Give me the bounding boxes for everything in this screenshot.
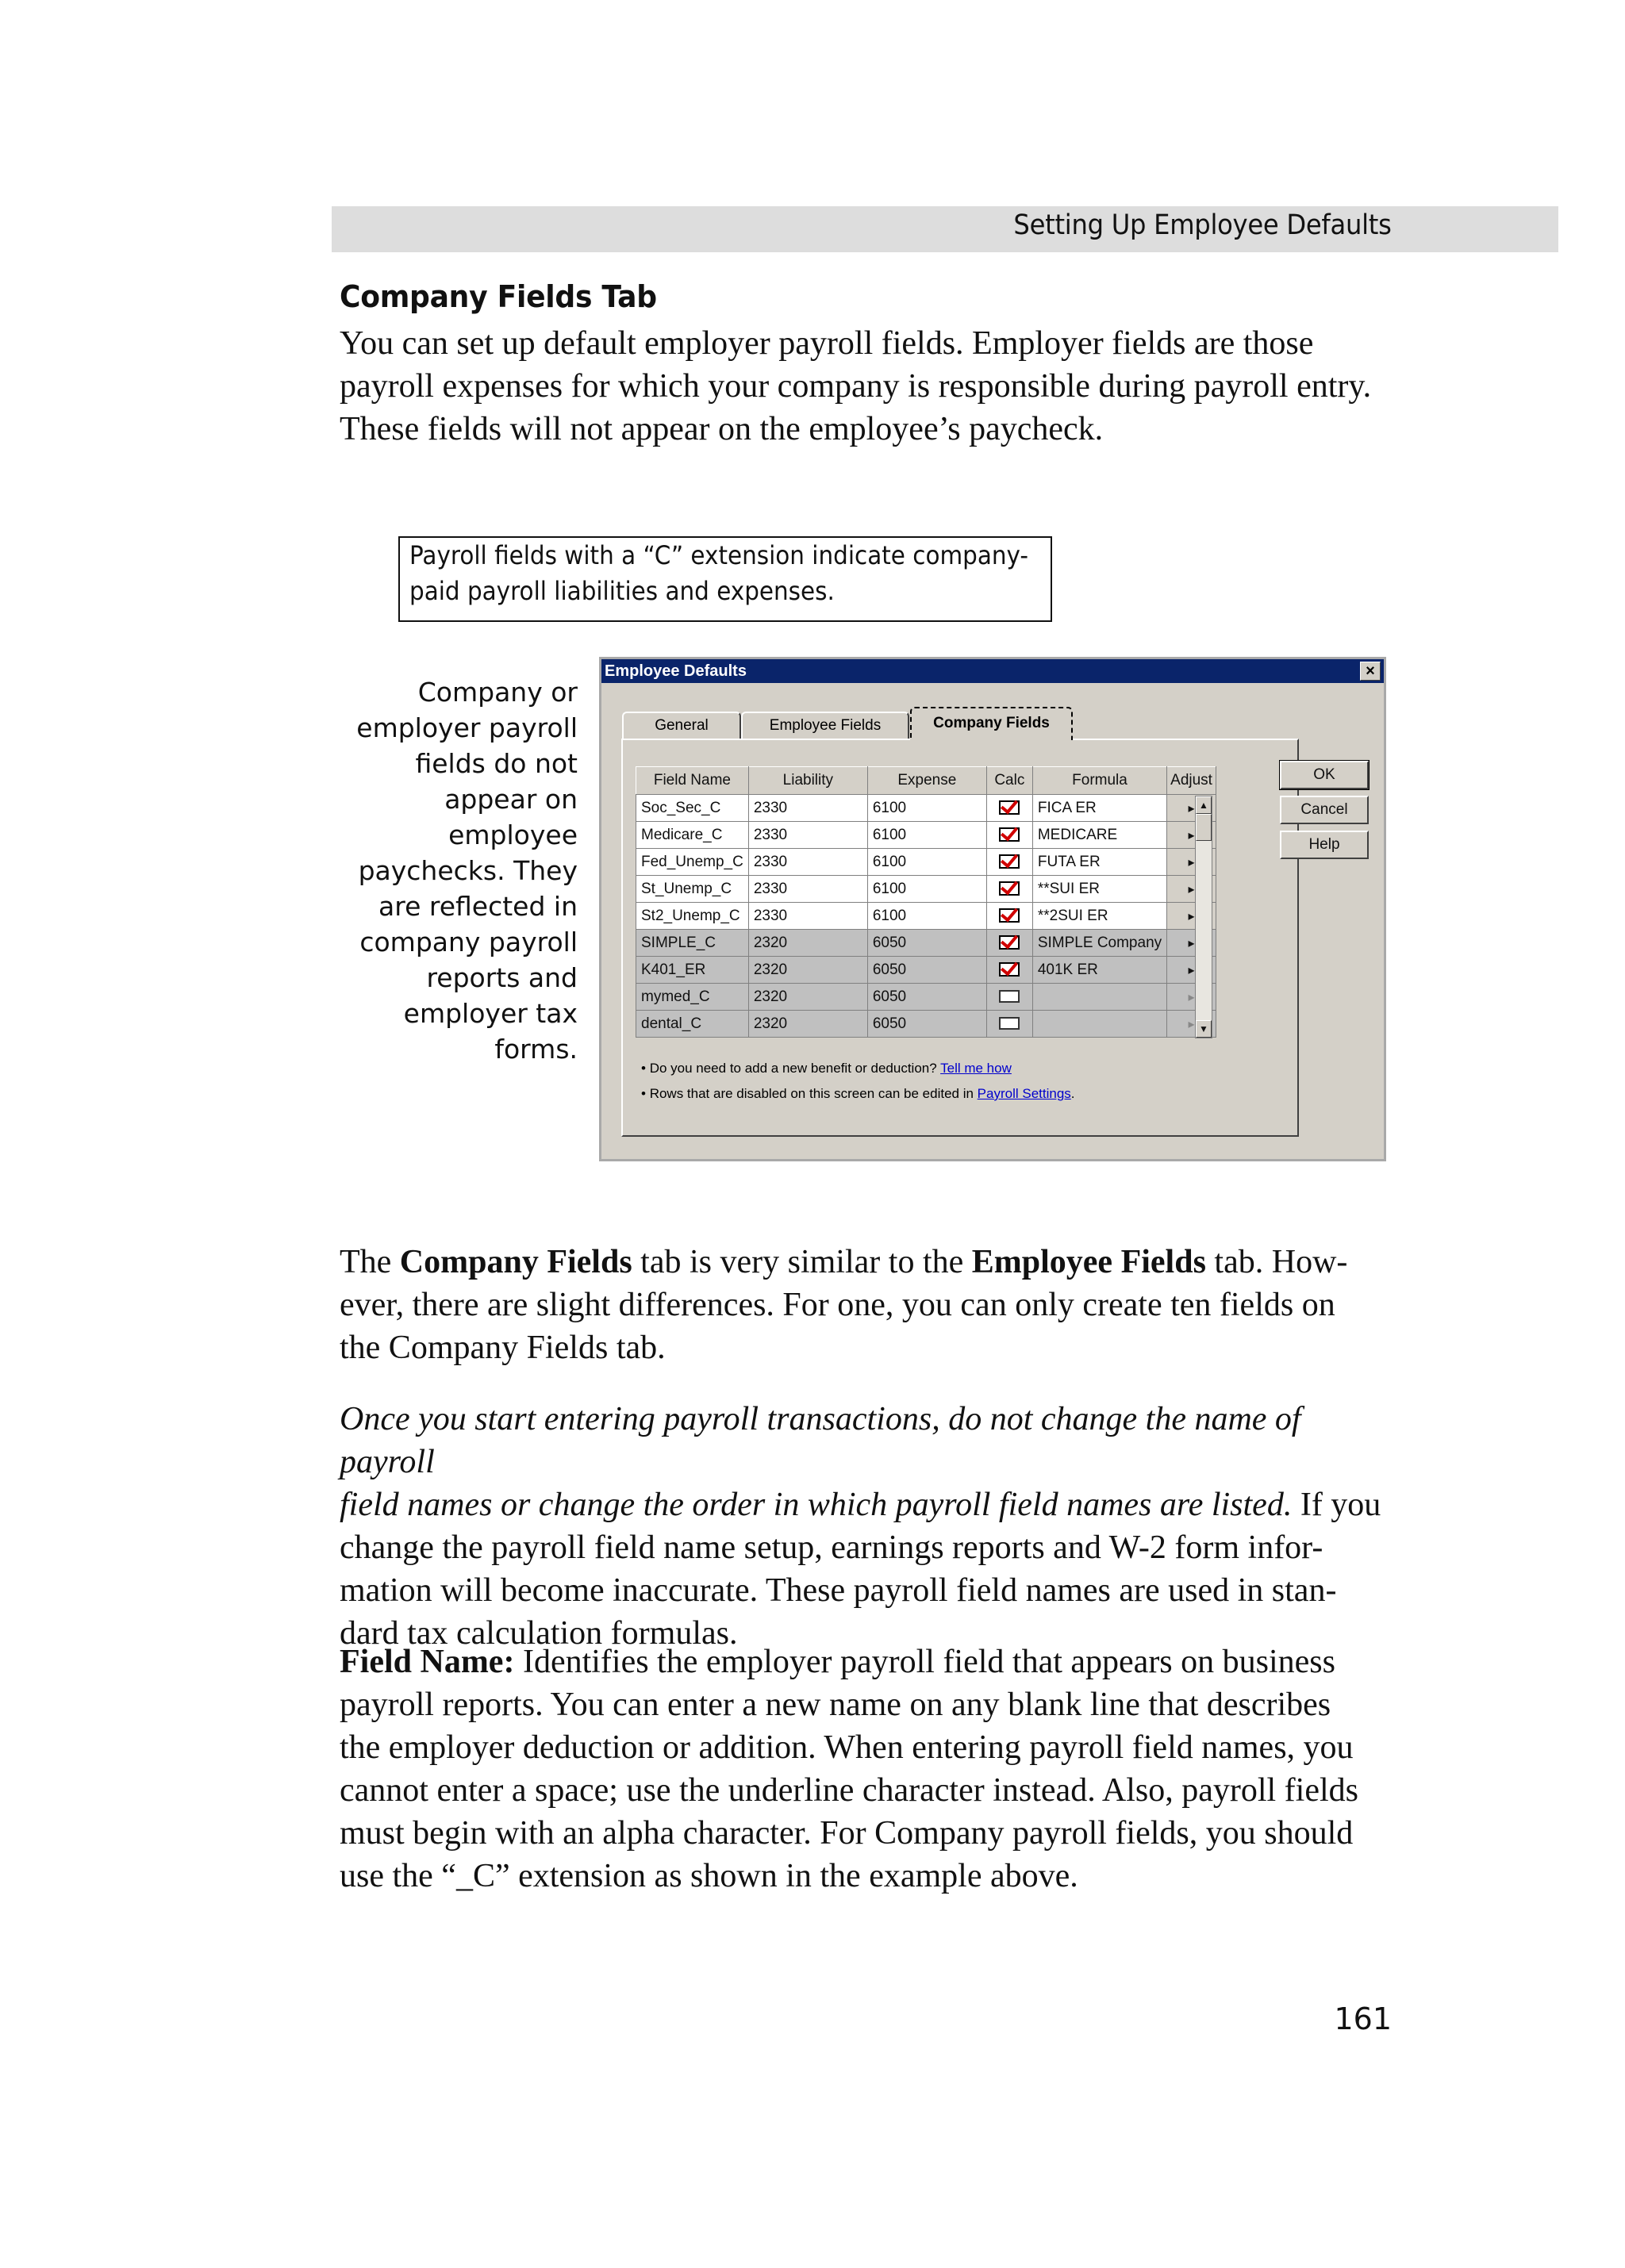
table-row[interactable] bbox=[636, 849, 1216, 876]
tip-text: Rows that are disabled on this screen can be edited in bbox=[649, 1086, 974, 1101]
cell-calc[interactable] bbox=[986, 1011, 1032, 1038]
paragraph-line bbox=[340, 1398, 1395, 1483]
cell-formula[interactable]: 401K ER bbox=[1032, 957, 1166, 984]
scroll-up-icon[interactable]: ▲ bbox=[1196, 796, 1212, 814]
adjust-arrow-icon[interactable]: ▸ bbox=[1167, 822, 1216, 849]
side-note-line: employer tax bbox=[403, 998, 578, 1029]
cell-calc[interactable] bbox=[986, 930, 1032, 957]
cell-field-name[interactable]: St2_Unemp_C bbox=[636, 903, 749, 930]
field-name-paragraph bbox=[340, 1641, 1395, 1898]
checked-checkbox-icon[interactable] bbox=[999, 881, 1020, 896]
cell-formula[interactable]: FICA ER bbox=[1032, 795, 1166, 822]
cell-expense[interactable]: 6050 bbox=[867, 930, 986, 957]
paragraph-line: payroll reports. You can enter a new name on any blank line that describes bbox=[340, 1687, 1331, 1723]
cell-calc[interactable] bbox=[986, 795, 1032, 822]
cell-liability[interactable]: 2320 bbox=[748, 957, 867, 984]
term-company-fields: Company Fields bbox=[399, 1244, 632, 1280]
paragraph-line: the employer deduction or addition. When entering payroll field names, you bbox=[340, 1729, 1354, 1766]
adjust-arrow-icon[interactable]: ▸ bbox=[1167, 849, 1216, 876]
cell-field-name[interactable]: St_Unemp_C bbox=[636, 876, 749, 903]
side-note-line: reports and bbox=[426, 962, 578, 993]
column-header-adjust[interactable]: Adjust bbox=[1167, 767, 1216, 795]
grid-scrollbar[interactable] bbox=[1195, 796, 1212, 1038]
cell-expense[interactable]: 6050 bbox=[867, 984, 986, 1011]
scroll-down-icon[interactable]: ▼ bbox=[1196, 1020, 1212, 1038]
text-run: Identifies the employer payroll field that appears on business bbox=[514, 1644, 1335, 1680]
table-row[interactable] bbox=[636, 930, 1216, 957]
ok-button[interactable]: OK bbox=[1280, 761, 1369, 789]
paragraph-line bbox=[340, 1641, 1395, 1683]
side-note-line: fields do not bbox=[415, 748, 578, 779]
checked-checkbox-icon[interactable] bbox=[999, 827, 1020, 842]
field-name-label: Field Name: bbox=[340, 1644, 515, 1680]
paragraph-line: mation will become inaccurate. These payroll field names are used in stan- bbox=[340, 1572, 1337, 1609]
text-run: The bbox=[340, 1244, 400, 1280]
paragraph-line: ever, there are slight differences. For one, you can only create ten fields on bbox=[340, 1287, 1335, 1323]
side-note bbox=[332, 674, 578, 1067]
cell-liability[interactable]: 2330 bbox=[748, 795, 867, 822]
cell-expense[interactable]: 6100 bbox=[867, 876, 986, 903]
cell-expense[interactable]: 6050 bbox=[867, 1011, 986, 1038]
text-run: tab. How- bbox=[1205, 1244, 1348, 1280]
tell-me-how-link[interactable]: Tell me how bbox=[940, 1061, 1012, 1076]
cell-liability[interactable]: 2320 bbox=[748, 984, 867, 1011]
cell-formula[interactable]: SIMPLE Company bbox=[1032, 930, 1166, 957]
paragraph-line bbox=[340, 1241, 1395, 1284]
italic-warning: field names or change the order in which payroll field names are listed. bbox=[340, 1487, 1293, 1523]
callout-box bbox=[398, 536, 1052, 622]
warning-paragraph bbox=[340, 1398, 1395, 1655]
table-row[interactable] bbox=[636, 876, 1216, 903]
adjust-arrow-icon[interactable]: ▸ bbox=[1167, 876, 1216, 903]
tab-employee-fields[interactable]: Employee Fields bbox=[741, 712, 909, 739]
column-header-formula[interactable]: Formula bbox=[1032, 767, 1166, 795]
paragraph-line: cannot enter a space; use the underline character instead. Also, payroll fields bbox=[340, 1772, 1358, 1809]
cell-field-name[interactable]: SIMPLE_C bbox=[636, 930, 749, 957]
checked-checkbox-icon[interactable] bbox=[999, 854, 1020, 869]
unchecked-checkbox-icon[interactable] bbox=[999, 990, 1020, 1003]
cancel-button[interactable]: Cancel bbox=[1280, 796, 1369, 824]
intro-line: You can set up default employer payroll fields. Employer fields are those bbox=[340, 325, 1314, 362]
text-run: tab is very similar to the bbox=[632, 1244, 972, 1280]
intro-line: These fields will not appear on the employee’s paycheck. bbox=[340, 411, 1104, 447]
cell-expense[interactable]: 6100 bbox=[867, 795, 986, 822]
cell-field-name[interactable]: Medicare_C bbox=[636, 822, 749, 849]
checked-checkbox-icon[interactable] bbox=[999, 962, 1020, 977]
column-header-liability[interactable]: Liability bbox=[748, 767, 867, 795]
cell-expense[interactable]: 6100 bbox=[867, 903, 986, 930]
cell-formula[interactable]: FUTA ER bbox=[1032, 849, 1166, 876]
grid-header-row bbox=[636, 767, 1216, 795]
page-number: 161 bbox=[1334, 2001, 1392, 2036]
cell-field-name[interactable]: Soc_Sec_C bbox=[636, 795, 749, 822]
cell-field-name[interactable]: dental_C bbox=[636, 1011, 749, 1038]
cell-formula[interactable]: **2SUI ER bbox=[1032, 903, 1166, 930]
cell-formula[interactable]: **SUI ER bbox=[1032, 876, 1166, 903]
scroll-thumb[interactable] bbox=[1196, 814, 1212, 841]
side-note-line: forms. bbox=[494, 1034, 578, 1065]
company-fields-grid bbox=[636, 766, 1216, 1038]
intro-paragraph bbox=[340, 322, 1395, 451]
cell-field-name[interactable]: Fed_Unemp_C bbox=[636, 849, 749, 876]
checked-checkbox-icon[interactable] bbox=[999, 935, 1020, 950]
adjust-arrow-icon[interactable]: ▸ bbox=[1167, 984, 1216, 1011]
table-row[interactable] bbox=[636, 1011, 1216, 1038]
cell-expense[interactable]: 6100 bbox=[867, 849, 986, 876]
section-title: Company Fields Tab bbox=[340, 279, 657, 314]
cell-formula[interactable] bbox=[1032, 1011, 1166, 1038]
tab-company-fields[interactable]: Company Fields bbox=[910, 707, 1073, 740]
comparison-paragraph bbox=[340, 1241, 1395, 1369]
table-row[interactable] bbox=[636, 984, 1216, 1011]
side-note-line: employer payroll bbox=[356, 712, 578, 743]
adjust-arrow-icon[interactable]: ▸ bbox=[1167, 957, 1216, 984]
paragraph-line: the Company Fields tab. bbox=[340, 1330, 666, 1366]
checked-checkbox-icon[interactable] bbox=[999, 908, 1020, 923]
cell-calc[interactable] bbox=[986, 903, 1032, 930]
cell-calc[interactable] bbox=[986, 822, 1032, 849]
paragraph-line: change the payroll field name setup, earnings reports and W-2 form infor- bbox=[340, 1529, 1323, 1566]
adjust-arrow-icon[interactable]: ▸ bbox=[1167, 1011, 1216, 1038]
cell-formula[interactable] bbox=[1032, 984, 1166, 1011]
column-header-calc[interactable]: Calc bbox=[986, 767, 1032, 795]
cell-calc[interactable] bbox=[986, 957, 1032, 984]
adjust-arrow-icon[interactable]: ▸ bbox=[1167, 795, 1216, 822]
column-header-field-name[interactable]: Field Name bbox=[636, 767, 749, 795]
text-run: If you bbox=[1292, 1487, 1381, 1523]
cell-formula[interactable]: MEDICARE bbox=[1032, 822, 1166, 849]
cell-expense[interactable]: 6050 bbox=[867, 957, 986, 984]
side-note-line: appear on bbox=[444, 784, 578, 815]
tip-bullet: • Rows that are disabled on this screen can be edited in Payroll Settings. bbox=[641, 1086, 1075, 1101]
employee-defaults-dialog bbox=[599, 657, 1386, 1161]
callout-line: Payroll fields with a “C” extension indicate company- bbox=[409, 540, 1029, 570]
tip-text: Do you need to add a new benefit or deduction? bbox=[649, 1061, 937, 1076]
paragraph-line: must begin with an alpha character. For Company payroll fields, you should bbox=[340, 1815, 1354, 1852]
side-note-line: paychecks. They bbox=[358, 855, 578, 886]
intro-line: payroll expenses for which your company is responsible during payroll entry. bbox=[340, 368, 1372, 405]
tab-general[interactable]: General bbox=[622, 712, 741, 739]
cell-field-name[interactable]: mymed_C bbox=[636, 984, 749, 1011]
checked-checkbox-icon[interactable] bbox=[999, 800, 1020, 815]
cell-liability[interactable]: 2330 bbox=[748, 822, 867, 849]
help-button[interactable]: Help bbox=[1280, 831, 1369, 859]
payroll-settings-link[interactable]: Payroll Settings bbox=[977, 1086, 1071, 1101]
adjust-arrow-icon[interactable]: ▸ bbox=[1167, 930, 1216, 957]
table-row[interactable] bbox=[636, 795, 1216, 822]
column-header-expense[interactable]: Expense bbox=[867, 767, 986, 795]
term-employee-fields: Employee Fields bbox=[971, 1244, 1206, 1280]
side-note-line: employee bbox=[448, 819, 578, 850]
side-note-line: Company or bbox=[417, 677, 578, 708]
cell-calc[interactable] bbox=[986, 984, 1032, 1011]
tip-period: . bbox=[1070, 1086, 1075, 1101]
running-header-title: Setting Up Employee Defaults bbox=[1013, 209, 1392, 241]
tip-bullet: • Do you need to add a new benefit or deduction? Tell me how bbox=[641, 1061, 1012, 1076]
unchecked-checkbox-icon[interactable] bbox=[999, 1017, 1020, 1030]
cell-expense[interactable]: 6100 bbox=[867, 822, 986, 849]
cell-liability[interactable]: 2320 bbox=[748, 1011, 867, 1038]
paragraph-line: dard tax calculation formulas. bbox=[340, 1615, 738, 1652]
cell-liability[interactable]: 2330 bbox=[748, 903, 867, 930]
callout-line: paid payroll liabilities and expenses. bbox=[409, 576, 835, 606]
table-row[interactable] bbox=[636, 822, 1216, 849]
side-note-line: are reflected in bbox=[378, 891, 578, 922]
cell-liability[interactable]: 2330 bbox=[748, 876, 867, 903]
table-row[interactable] bbox=[636, 957, 1216, 984]
dialog-titlebar bbox=[601, 659, 1384, 683]
cell-calc[interactable] bbox=[986, 849, 1032, 876]
close-icon[interactable]: × bbox=[1360, 662, 1381, 681]
cell-calc[interactable] bbox=[986, 876, 1032, 903]
paragraph-line: use the “_C” extension as shown in the example above. bbox=[340, 1858, 1078, 1894]
side-note-line: company payroll bbox=[359, 927, 578, 957]
adjust-arrow-icon[interactable]: ▸ bbox=[1167, 903, 1216, 930]
dialog-title: Employee Defaults bbox=[605, 662, 747, 680]
paragraph-line bbox=[340, 1483, 1395, 1526]
cell-liability[interactable]: 2320 bbox=[748, 930, 867, 957]
table-row[interactable] bbox=[636, 903, 1216, 930]
italic-warning: Once you start entering payroll transactions, do not change the name of payroll bbox=[340, 1401, 1301, 1480]
cell-liability[interactable]: 2330 bbox=[748, 849, 867, 876]
cell-field-name[interactable]: K401_ER bbox=[636, 957, 749, 984]
